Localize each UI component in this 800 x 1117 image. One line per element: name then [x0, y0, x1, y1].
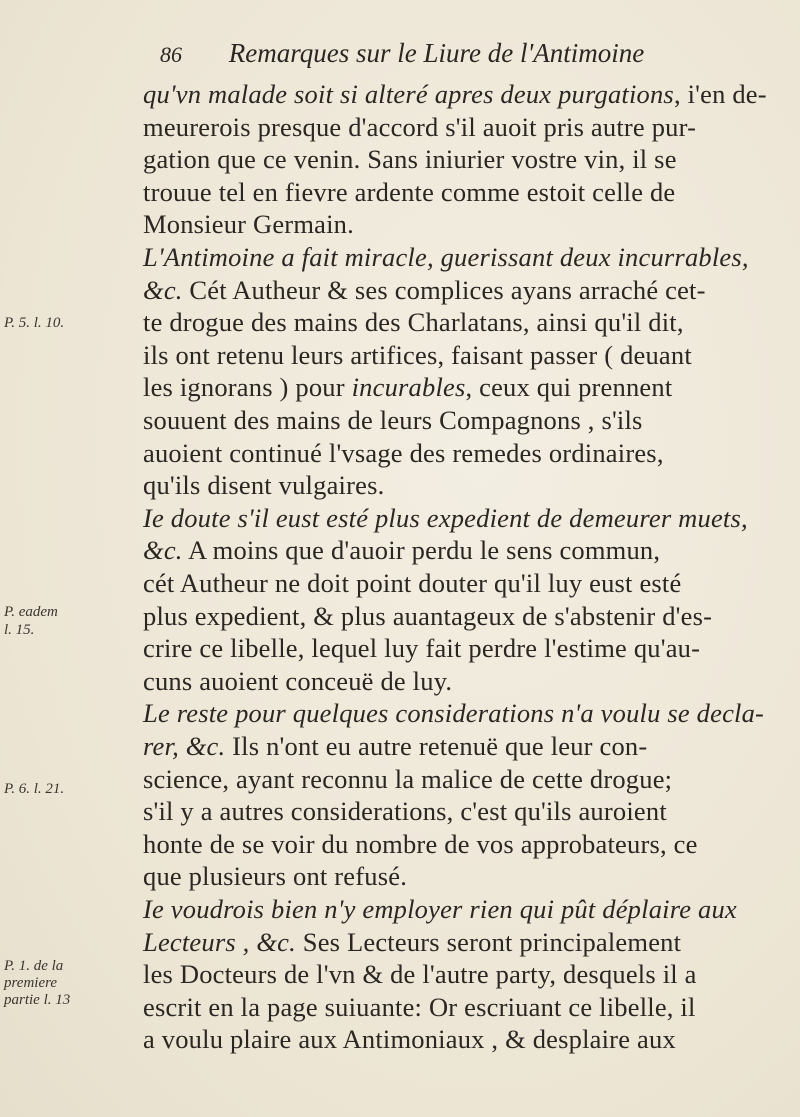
roman-text: , i'en de- — [673, 79, 767, 109]
text-line — [143, 502, 748, 534]
margin-note: P. 1. de la — [4, 958, 64, 974]
roman-text: science, ayant reconnu la malice de cette drogue; — [143, 763, 673, 794]
text-line — [143, 632, 700, 664]
roman-text: ils ont retenu leurs artifices, faisant passer ( deuant — [143, 339, 692, 370]
text-line — [143, 958, 697, 990]
text-line — [143, 926, 681, 958]
text-line — [143, 143, 677, 175]
text-line — [143, 763, 672, 795]
text-line — [143, 665, 452, 697]
roman-text: Cét Autheur & ses complices ayans arraché cet- — [182, 274, 706, 305]
roman-text: escrit en la page suiuante: Or escriuant ce libelle, il — [143, 991, 696, 1022]
italic-quote: Ie doute s'il eust esté plus expedient de demeurer muets, — [143, 502, 748, 533]
roman-text: te drogue des mains des Charlatans, ainsi qu'il dit, — [143, 307, 684, 338]
text-line — [143, 306, 684, 338]
roman-text: honte de se voir du nombre de vos approbateurs, ce — [143, 828, 698, 859]
italic-quote: Le reste pour quelques considerations n'a voulu se decla- — [143, 698, 765, 729]
roman-text: Ses Lecteurs seront principalement — [295, 926, 682, 957]
text-line — [143, 1023, 676, 1055]
text-line — [143, 828, 698, 860]
text-line — [143, 437, 664, 469]
roman-text: trouue tel en fievre ardente comme estoit celle de — [143, 176, 676, 207]
roman-text: les Docteurs de l'vn & de l'autre party, desquels il a — [143, 959, 697, 990]
roman-text: , ceux qui prennent — [465, 372, 673, 403]
text-line — [143, 469, 384, 501]
italic-quote: Ie voudrois bien n'y employer rien qui pût déplaire aux — [143, 894, 737, 924]
roman-text: a voulu plaire aux Antimoniaux , & desplaire aux — [143, 1024, 676, 1055]
margin-note: l. 15. — [4, 622, 35, 638]
roman-text: les ignorans ) pour — [143, 372, 352, 403]
roman-text: crire ce libelle, lequel luy fait perdre l'estime qu'au- — [143, 633, 701, 664]
italic-quote: &c. — [143, 274, 183, 305]
margin-note: P. 5. l. 10. — [4, 315, 65, 331]
italic-quote: &c. — [143, 535, 183, 566]
text-line — [143, 339, 692, 371]
page-header — [160, 38, 760, 69]
text-line — [143, 111, 696, 143]
roman-text: cét Autheur ne doit point douter qu'il luy eust esté — [143, 568, 682, 598]
roman-text: gation que ce venin. Sans iniurier vostre vin, il se — [143, 144, 677, 175]
text-line — [143, 78, 767, 110]
italic-quote: L'Antimoine a fait miracle, guerissant deux incurrables, — [143, 242, 749, 272]
text-line — [143, 371, 672, 403]
text-line — [143, 795, 667, 827]
roman-text: qu'ils disent vulgaires. — [143, 470, 385, 501]
margin-note: P. 6. l. 21. — [4, 781, 65, 797]
text-line — [143, 274, 706, 306]
roman-text: Ils n'ont eu autre retenuë que leur con- — [225, 731, 648, 761]
roman-text: s'il y a autres considerations, c'est qu'ils auroient — [143, 796, 667, 827]
roman-text: Monsieur Germain. — [143, 209, 354, 240]
text-line — [143, 567, 681, 599]
italic-quote: qu'vn malade soit si alteré apres deux purgations — [143, 79, 674, 109]
text-line — [143, 893, 737, 925]
text-line — [143, 600, 712, 632]
text-line — [143, 241, 749, 273]
roman-text: auoient continué l'vsage des remedes ordinaires, — [143, 437, 664, 468]
page-number: 86 — [160, 42, 182, 67]
roman-text: A moins que d'auoir perdu le sens commun, — [182, 535, 661, 566]
italic-quote: Lecteurs , &c. — [143, 926, 296, 957]
text-line — [143, 860, 407, 892]
margin-note: partie l. 13 — [4, 992, 71, 1008]
roman-text: que plusieurs ont refusé. — [143, 861, 408, 892]
running-title: Remarques sur le Liure de l'Antimoine — [228, 38, 645, 68]
text-line — [143, 208, 354, 240]
text-line — [143, 534, 660, 566]
margin-note: premiere — [4, 975, 58, 991]
roman-text: cuns auoient conceuë de luy. — [143, 665, 453, 696]
text-line — [143, 991, 696, 1023]
roman-text: souuent des mains de leurs Compagnons , s'ils — [143, 405, 643, 435]
text-line — [143, 730, 647, 762]
text-line — [143, 697, 764, 729]
italic-word: incurables — [351, 372, 466, 403]
roman-text: plus expedient, & plus auantageux de s'abstenir d'es- — [143, 600, 713, 631]
italic-quote: rer, &c. — [143, 731, 226, 761]
text-line — [143, 176, 675, 208]
roman-text: meurerois presque d'accord s'il auoit pris autre pur- — [143, 111, 697, 142]
text-line — [143, 404, 643, 436]
margin-note: P. eadem — [4, 604, 58, 620]
